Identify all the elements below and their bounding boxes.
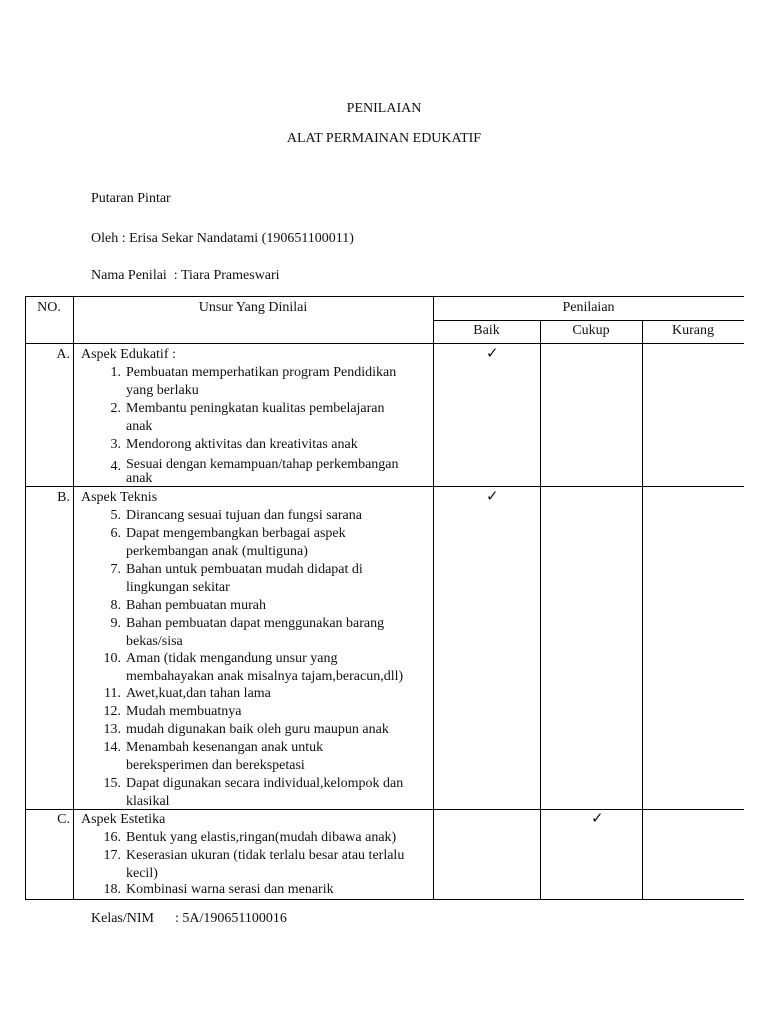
item-text: Dapat digunakan secara individual,kelompok dan klasikal xyxy=(126,776,404,809)
item-number: 10. xyxy=(103,651,121,666)
item-text: Bentuk yang elastis,ringan(mudah dibawa anak) xyxy=(126,830,397,845)
product-name: Putaran Pintar xyxy=(91,191,171,206)
item-number: 15. xyxy=(103,776,121,791)
header-assessment: Penilaian xyxy=(562,300,615,315)
item-text: Mudah membuatnya xyxy=(126,704,242,719)
header-no: NO. xyxy=(37,300,61,315)
item-text: Keserasian ukuran (tidak terlalu besar atau terlalu kecil) xyxy=(126,848,405,881)
header-divider xyxy=(433,320,744,321)
item-text: Aman (tidak mengandung unsur yang membahayakan anak misalnya tajam,beracun,dll) xyxy=(126,651,404,684)
check-icon: ✓ xyxy=(486,346,499,362)
item-number: 8. xyxy=(110,598,121,613)
item-text: Dirancang sesuai tujuan dan fungsi sarana xyxy=(126,508,362,523)
table-border-bottom xyxy=(25,899,744,900)
header-criteria: Unsur Yang Dinilai xyxy=(198,300,308,315)
item-number: 18. xyxy=(103,882,121,897)
item-number: 9. xyxy=(110,616,121,631)
header-poor: Kurang xyxy=(672,323,714,338)
check-icon: ✓ xyxy=(591,811,604,827)
section-letter: B. xyxy=(57,490,70,505)
header-bottom xyxy=(25,343,744,344)
item-number: 17. xyxy=(103,848,121,863)
author-line: Oleh : Erisa Sekar Nandatami (190651100011) xyxy=(91,231,354,246)
item-text: Dapat mengembangkan berbagai aspek perkembangan anak (multiguna) xyxy=(126,526,346,559)
item-text: Awet,kuat,dan tahan lama xyxy=(126,686,271,701)
item-number: 4. xyxy=(110,459,121,474)
item-text: Menambah kesenangan anak untuk bereksperimen dan berekspetasi xyxy=(126,740,324,773)
section-title: Aspek Estetika xyxy=(81,812,166,827)
item-text: mudah digunakan baik oleh guru maupun anak xyxy=(126,722,389,737)
item-text: Kombinasi warna serasi dan menarik xyxy=(126,882,334,897)
item-number: 14. xyxy=(103,740,121,755)
assessor-line: Nama Penilai : Tiara Prameswari xyxy=(91,268,280,283)
item-text: Bahan untuk pembuatan mudah didapat di lingkungan sekitar xyxy=(126,562,363,595)
table-border-top xyxy=(25,296,744,297)
header-fair: Cukup xyxy=(572,323,610,338)
item-number: 3. xyxy=(110,437,121,452)
item-number: 12. xyxy=(103,704,121,719)
item-number: 1. xyxy=(110,365,121,380)
item-number: 13. xyxy=(103,722,121,737)
check-icon: ✓ xyxy=(486,489,499,505)
document-subtitle: ALAT PERMAINAN EDUKATIF xyxy=(286,131,482,146)
document-title: PENILAIAN xyxy=(346,101,422,116)
item-text: Bahan pembuatan dapat menggunakan barang bekas/sisa xyxy=(126,616,385,649)
section-letter: C. xyxy=(57,812,70,827)
section-title: Aspek Edukatif : xyxy=(81,347,176,362)
column-divider xyxy=(433,296,434,900)
item-text: Membantu peningkatan kualitas pembelajaran anak xyxy=(126,401,385,434)
section-letter: A. xyxy=(56,347,70,362)
item-number: 5. xyxy=(110,508,121,523)
column-divider xyxy=(73,296,74,900)
item-number: 7. xyxy=(110,562,121,577)
item-number: 16. xyxy=(103,830,121,845)
item-number: 11. xyxy=(104,686,121,701)
column-divider xyxy=(642,320,643,900)
table-border-left xyxy=(25,296,26,900)
header-good: Baik xyxy=(473,323,500,338)
item-text: Mendorong aktivitas dan kreativitas anak xyxy=(126,437,358,452)
item-text: Pembuatan memperhatikan program Pendidikan yang berlaku xyxy=(126,365,397,398)
item-text: Bahan pembuatan murah xyxy=(126,598,266,613)
column-divider xyxy=(540,320,541,900)
item-number: 6. xyxy=(110,526,121,541)
item-number: 2. xyxy=(110,401,121,416)
class-nim-line: Kelas/NIM : 5A/190651100016 xyxy=(91,911,287,926)
section-title: Aspek Teknis xyxy=(81,490,158,505)
row-divider xyxy=(25,486,744,487)
item-text: Sesuai dengan kemampuan/tahap perkembangan anak xyxy=(126,457,399,486)
